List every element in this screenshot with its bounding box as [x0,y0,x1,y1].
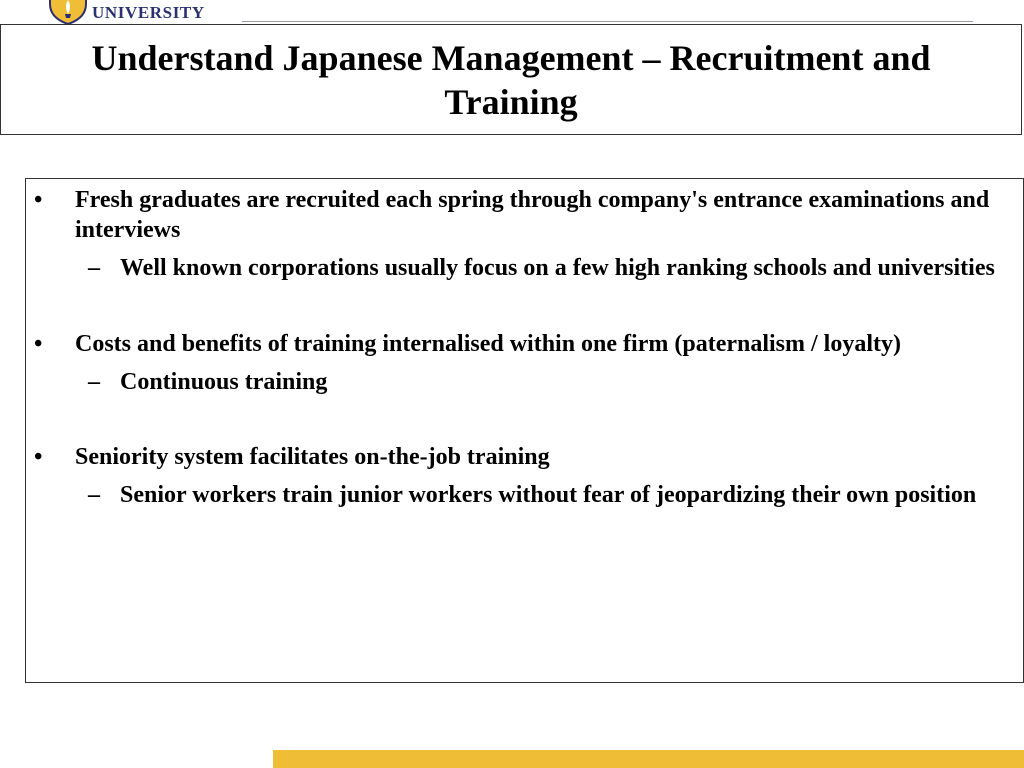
spacer [26,397,1024,442]
sub-bullet-marker: – [88,255,100,281]
bullet-text: Costs and benefits of training internalised within one firm (paternalism / loyalty) [75,331,901,357]
sub-bullet-item [26,253,1024,283]
sub-bullet-text: Continuous training [120,369,328,395]
university-logo-text: UNIVERSITY [92,3,205,22]
bullet-text: Seniority system facilitates on-the-job training [75,444,550,470]
bullet-list [26,185,1024,510]
footer-accent-bar [273,750,1024,768]
bullet-item [26,329,1024,359]
title-box [0,24,1022,135]
spacer [26,283,1024,329]
sub-bullet-text: Senior workers train junior workers without fear of jeopardizing their own position [120,482,977,508]
content-box [25,178,1024,683]
bullet-marker: • [34,444,43,470]
sub-bullet-marker: – [88,482,100,508]
sub-bullet-item [26,480,1024,510]
university-crest-icon [48,0,88,24]
bullet-text: Fresh graduates are recruited each spring through company's entrance examinations and interviews [75,187,990,243]
bullet-marker: • [34,187,43,213]
bullet-item [26,442,1024,472]
sub-bullet-item [26,367,1024,397]
bullet-marker: • [34,331,43,357]
sub-bullet-text: Well known corporations usually focus on a few high ranking schools and universities [120,255,995,281]
header-divider [242,21,973,22]
sub-bullet-marker: – [88,369,100,395]
slide-title: Understand Japanese Management – Recruitment and Training [91,37,931,122]
bullet-item [26,185,1024,245]
